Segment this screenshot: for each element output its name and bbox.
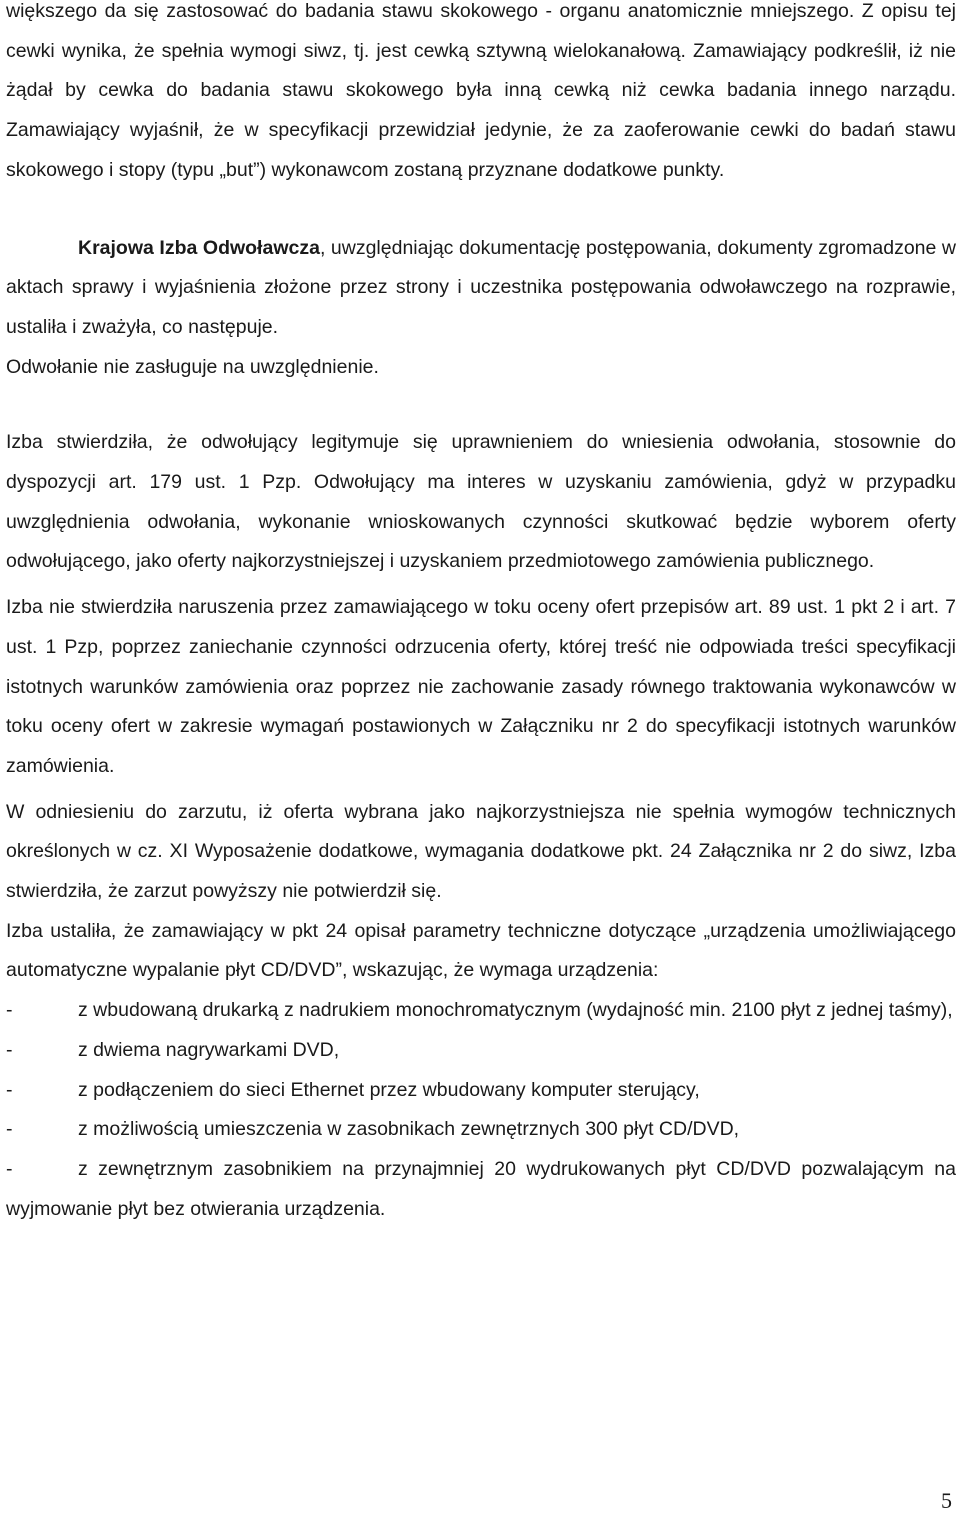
list-dash: - (6, 1038, 13, 1061)
document-page (6, 0, 956, 1229)
list-item (6, 1150, 956, 1229)
kio-intro-text: , uwzględniając dokumentację postępowania, dokumenty zgromadzone w aktach sprawy i wyjaśnienia złożone przez strony i uczestnika postępowania odwoławczego na rozprawie, ustaliła i zważyła, co następuje. (6, 236, 956, 338)
list-item-text: z dwiema nagrywarkami DVD, (78, 1038, 340, 1061)
list-item (6, 1110, 956, 1150)
list-item-text: z zewnętrznym zasobnikiem na przynajmniej 20 wydrukowanych płyt CD/DVD pozwalającym na wyjmowanie płyt bez otwierania urządzenia. (6, 1157, 956, 1220)
spacer (6, 387, 956, 423)
list-item-text: z podłączeniem do sieci Ethernet przez wbudowany komputer sterujący, (78, 1078, 700, 1101)
list-dash: - (6, 1157, 13, 1180)
paragraph-ustalenia: Izba ustaliła, że zamawiający w pkt 24 opisał parametry techniczne dotyczące „urządzenia umożliwiającego automatyczne wypalanie płyt CD/DVD”, wskazując, że wymaga urządzenia: (6, 919, 956, 982)
list-item (6, 1031, 956, 1071)
list-item-text: z wbudowaną drukarką z nadrukiem monochromatycznym (wydajność min. 2100 płyt z jednej taśmy), (78, 999, 953, 1022)
paragraph-cewka: większego da się zastosować do badania stawu skokowego - organu anatomicznie mniejszego. Z opisu tej cewki wynika, że spełnia wymogi siwz, tj. jest cewką sztywną wielokanałową. Zamawiający podkreślił, iż nie żądał by cewka do badania stawu skokowego była inną cewką niż cewka badania innego narządu. Zamawiający wyjaśnił, że w specyfikacji przewidział jedynie, że za zaoferowanie cewki do badań stawu skokowego i stopy (typu „but”) wykonawcom zostaną przyznane dodatkowe punkty. (6, 0, 956, 181)
kio-name: Krajowa Izba Odwoławcza (78, 236, 320, 259)
list-item (6, 1071, 956, 1111)
paragraph-naruszenie: Izba nie stwierdziła naruszenia przez zamawiającego w toku oceny ofert przepisów art. 89 ust. 1 pkt 2 i art. 7 ust. 1 Pzp, poprzez zaniechanie czynności odrzucenia oferty, której treść nie odpowiada treści specyfikacji istotnych warunków zamówienia oraz poprzez nie zachowanie zasady równego traktowania wykonawców w toku oceny ofert w zakresie wymagań postawionych w Załączniku nr 2 do specyfikacji istotnych warunków zamówienia. (6, 596, 956, 777)
paragraph-zarzut: W odniesieniu do zarzutu, iż oferta wybrana jako najkorzystniejsza nie spełnia wymogów technicznych określonych w cz. XI Wyposażenie dodatkowe, wymagania dodatkowe pkt. 24 Załącznika nr 2 do siwz, Izba stwierdziła, że zarzut powyższy nie potwierdził się. (6, 800, 956, 903)
list-dash: - (6, 1078, 13, 1101)
list-dash: - (6, 999, 13, 1022)
list-item-text: z możliwością umieszczenia w zasobnikach zewnętrznych 300 płyt CD/DVD, (78, 1118, 740, 1141)
list-dash: - (6, 1118, 13, 1141)
paragraph-legitymacja: Izba stwierdziła, że odwołujący legitymuje się uprawnieniem do wniesienia odwołania, stosownie do dyspozycji art. 179 ust. 1 Pzp. Odwołujący ma interes w uzyskaniu zamówienia, gdyż w przypadku uwzględnienia odwołania, wykonanie wnioskowanych czynności skutkować będzie wyborem oferty odwołującego, jako oferty najkorzystniejszej i uzyskaniem przedmiotowego zamówienia publicznego. (6, 431, 956, 573)
paragraph-verdict: Odwołanie nie zasługuje na uwzględnienie. (6, 355, 379, 378)
page-number: 5 (941, 1488, 952, 1513)
list-item (6, 991, 956, 1031)
paragraph-kio-intro (6, 229, 956, 348)
spacer (6, 191, 956, 229)
